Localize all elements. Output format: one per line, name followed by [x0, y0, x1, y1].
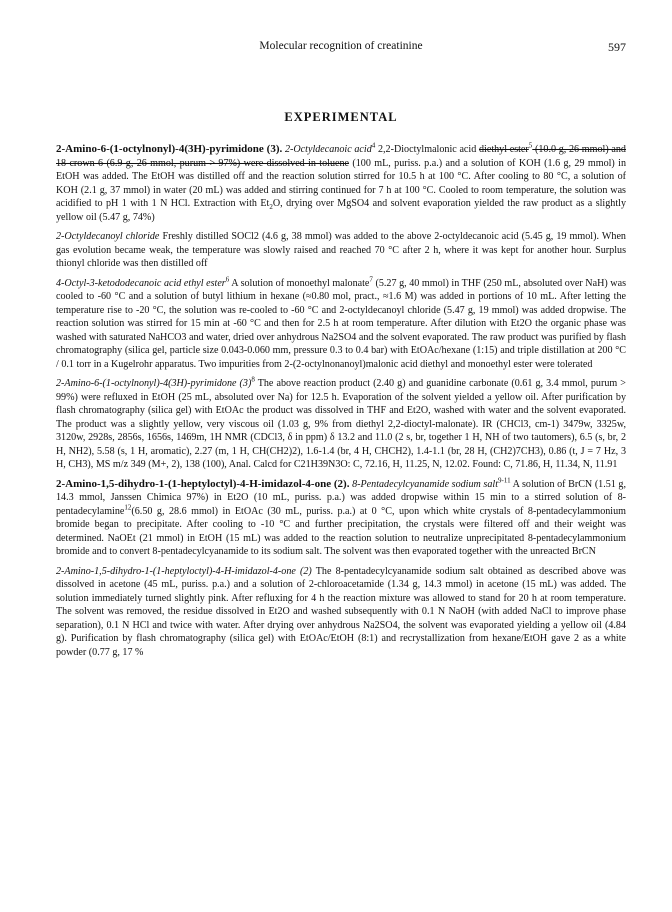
- para-text: A solution of monoethyl malonate: [229, 277, 370, 289]
- paragraph-imidazolone: [56, 478, 626, 559]
- sub-heading: 8-Pentadecylcyanamide sodium salt: [352, 478, 499, 490]
- page: [56, 40, 626, 665]
- lead-text: 2-Amino-1,5-dihydro-1-(1-heptyloctyl)-4-H-imidazol-4-one (2): [56, 565, 312, 577]
- para-text: The above reaction product (2.40 g) and guanidine carbonate (0.61 g, 3.4 mmol, purum > 99%) were refluxed in EtOH (25 mL, absoluted over Na) for 12.5 h. Evaporation of the solvent yielded a yellow oil. After purification by flash chromatography (silica gel) with EtOAc the product was dissolved in THF and Et2O, washed with water and the solvent evaporated. The product was a slightly yellow, very viscous oil (1.03 g, 9% from diethyl 2,2-dioctyl-malonate). IR (CHCl3, cm-1) 3479w, 3325w, 3120w, 2928s, 2856s, 1656s, 1469m, 1H NMR (CDCl3, δ in ppm) δ 13.2 and 11.0 (2 s, br, together 1 H, NH of two tautomers), 6.5 (s, br, 2 H, NH2), 5.58 (s, 1 H, aromatic), 2.27 (m, 1 H, CH(CH2)2), 1.6-1.4 (br, 4 H, CHCH2), 1.4-1.1 (br, 28 H, (CH2)7CH3), 0.86 (t, J = 7 Hz, 3 H, CH3), MS m/z 349 (M+, 2), 138 (100), Anal. Calcd for C21H39N3O: C, 72.16, H, 11.25, N, 12.02. Found: C, 71.86, H, 11.34, N, 11.91: [56, 378, 626, 470]
- page-header: [56, 40, 626, 62]
- para-text: The 8-pentadecylcyanamide sodium salt obtained as described above was dissolved in acetone (45 mL, puriss. p.a.) and a solution of 2-chloroacetamide (1.34 g, 14.3 mmol) in acetone (15 mL) was added. The solution immediately turned slightly pink. After refluxing for 4 h the reaction mixture was allowed to stand for 20 h at room temperature. The solvent was removed, the residue dissolved in Et2O and washed subsequently with 0.1 N NaOH (with added NaCl to improve phase separation), 0.1 N HCl and twice with water. After drying over anhydrous Na2SO4, the solvent was evaporated yielding a yellow oil (4.84 g). Purification by flash chromatography (silica gel) with EtOAc/EtOH (8:1) and recrystallization from hexane/EtOH gave 2 as a white powder (0.77 g, 17 %: [56, 565, 626, 658]
- lead-text: 4-Octyl-3-ketododecanoic acid ethyl ester: [56, 277, 226, 289]
- paragraph-imidazolone-synthesis: [56, 565, 626, 660]
- section-title: EXPERIMENTAL: [284, 110, 398, 124]
- ref-sup: 9-11: [498, 476, 511, 485]
- lead-text: 2-Amino-6-(1-octylnonyl)-4(3H)-pyrimidone (3): [56, 378, 252, 389]
- para-text: O, drying over MgSO4 and solvent evaporation yielded the raw product as a slightly yellow oil (5.47 g, 74%): [56, 198, 626, 223]
- lead-text: 2-Octyldecanoyl chloride: [56, 231, 160, 242]
- ref-sup: 8: [251, 375, 255, 384]
- running-title: Molecular recognition of creatinine: [259, 40, 423, 52]
- struck-text: diethyl ester: [478, 144, 529, 155]
- paragraph-pyrimidone-synthesis: [56, 377, 626, 472]
- para-text: (100 mL, puriss. p.a.) and a solution of KOH (1.6 g, 29 mmol) in EtOH was added. The EtOH was distilled off and the reaction solution stirred for 10.5 h at 100 °C. After cooling to 80 °C, a solution of KOH (2.1 g, 37 mmol) in water (20 mL) was added and stirring continued for 7 h at 100 °C. Cooled to room temperature, the solution was acidified to pH 1 with 1 N HCl. Extraction with Et: [56, 157, 627, 209]
- para-text: Freshly distilled SOCl2 (4.6 g, 38 mmol) was added to the above 2-octyldecanoic acid (5.45 g, 19 mmol). When gas evolution became weak, the temperature was slowly raised and reached 70 °C after 2 h, where it was kept for another hour. Surplus thionyl chloride was then distilled off: [56, 231, 626, 269]
- ref-sup: 6: [225, 275, 230, 284]
- ref-sup: 7: [369, 275, 373, 284]
- compound-heading: 2-Amino-1,5-dihydro-1-(1-heptyloctyl)-4-H-imidazol-4-one (2).: [56, 477, 350, 490]
- para-text: (6.50 g, 28.6 mmol) in EtOAc (30 mL, puriss. p.a.) at 0 °C, upon which white crystals of 8-pentadecylammonium bromide began to precipitate. After cooling to -10 °C and further precipitation, the crystals were filtered off and their weight was determined. NaOEt (21 mmol) in EtOH (15 mL) was added to the reaction solution to neutralize unprecipitated 8-pentadecylammonium bromide and to convert 8-pentadecylcyanamide to its sodium salt. The solvent was then evaporated together with the unreacted BrCN: [56, 505, 626, 557]
- ref-sup: 4: [371, 141, 376, 150]
- para-text: (5.27 g, 40 mmol) in THF (250 mL, absoluted over NaH) was cooled to -60 °C and a solution of butyl lithium in hexane (≈0.80 mol, pract., ≈1.6 M) was added in portions of 10 mL. After letting the temperature rise to -20 °C, the solution was re-cooled to -60 °C and 2-octyldecanoyl chloride (5.47 g, 19 mmol) was added dropwise. The reaction solution was stirred for 15 min at -60 °C and then for 2.5 h at room temperature. After dilution with Et2O the organic phase was washed with saturated NaHCO3 and water, dried over anhydrous Na2SO4 and the solvent evaporated. The raw product was purified by flash chromatography (silica gel, particle size 0.043-0.060 mm, pressure 0.3 to 0.4 bar) with EtOAc/hexane (1:15) and triple distillation at 200 °C / 0.1 torr in a Kugelrohr apparatus. Two impurities from 2-(2-octylnonanoyl)malonic acid diethyl and monoethyl ester were tolerated: [56, 277, 626, 370]
- paragraph-acid-chloride: [56, 230, 626, 271]
- ref-sup: 12: [124, 503, 132, 512]
- struck-text: (10.0 g, 26 mmol) and 18-crown-6 (6.9 g, 26 mmol, purum > 97%) were dissolved in toluene: [56, 144, 626, 169]
- paragraph-pyrimidone: 2-Amino-6-(1-octylnonyl)-4(3H)-pyrimidone (3). 2-Octyldecanoic acid$^4$ 2,2-Dioctylmalonic acid diethyl ester$^5$ (10.0 g, 26 mmol) and 18-crown-6 (6.9 g, 26 mmol, purum > 97%) were dissolved in toluene (100 mL, puriss. p.a.) and a solution of KOH (1.6 g, 29 mmol) in EtOH was added. The EtOH was distilled off and the reaction solution stirred for 10.5 h at 100 °C. After cooling to 80 °C, a solution of KOH (2.1 g, 37 mmol) in water (20 mL) was added and stirring continued for 7 h at 100 °C. Cooled to room temperature, the solution was acidified to pH 1 with 1 N HCl. Extraction with $Et_2O$, drying over MgSO4 and solvent evaporation yielded the raw product as a slightly yellow oil (5.47 g, 74%): [56, 141, 627, 223]
- paragraph-keto-ester: [56, 277, 626, 372]
- page-number: 597: [608, 40, 626, 54]
- compound-heading: 2-Amino-6-(1-octylnonyl)-4(3H)-pyrimidone (3).: [56, 143, 283, 155]
- para-text: 2,2-Dioctylmalonic acid: [375, 144, 477, 155]
- sub-heading: 2-Octyldecanoic acid: [284, 144, 372, 155]
- ref-sup: 5: [528, 141, 533, 150]
- para-text: A solution of BrCN (1.51 g, 14.3 mmol, Janssen Chimica 97%) in Et2O (10 mL, puriss. p.a.) was added dropwise within 15 min to a stirred solution of 8-pentadecylamine: [56, 478, 627, 517]
